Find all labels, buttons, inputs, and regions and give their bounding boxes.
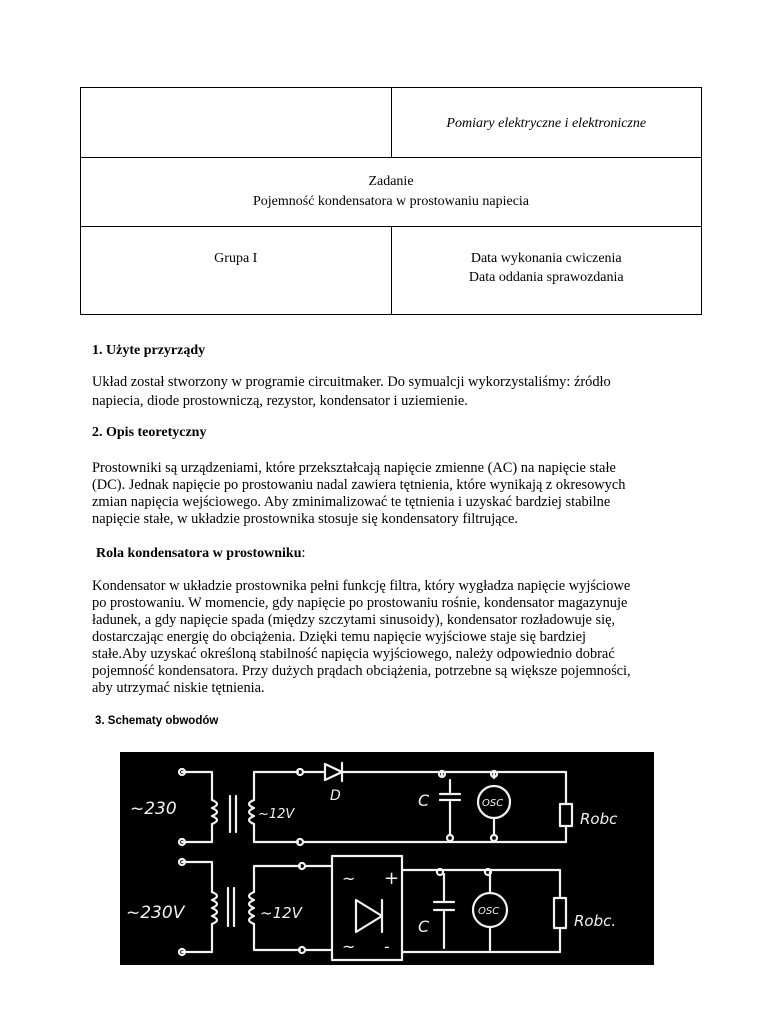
circuit-diagram-image <box>120 752 654 965</box>
text-line: napiecia, diode prostowniczą, rezystor, kondensator i uziemienie. <box>92 393 468 409</box>
role-heading: Rola kondensatora w prostowniku <box>96 546 302 561</box>
bottom-secondary-label: ~12V <box>260 904 302 922</box>
top-osc-label: OSC <box>482 798 504 809</box>
dates-cell <box>391 227 702 315</box>
header-empty-cell <box>81 88 392 158</box>
task-cell <box>81 158 702 227</box>
text-line: aby utrzymać niskie tętnienia. <box>92 680 265 696</box>
bridge-plus-label: + <box>384 868 400 889</box>
task-title: Pojemność kondensatora w prostowaniu napiecia <box>252 194 530 209</box>
bottom-load-label: Robc. <box>574 912 617 930</box>
course-title: Pomiary elektryczne i elektroniczne <box>391 88 702 158</box>
date-submitted-label: Data oddania sprawozdania <box>468 270 624 285</box>
top-circuit <box>179 763 572 845</box>
text-line: dostarczając energię do obciążenia. Dzięki temu napięcie wyjściowe staje się bardziej <box>92 629 586 645</box>
text-line: zmian napięcia wejściowego. Aby zminimalizować te tętnienia i uzyskać bardziej stabilne <box>92 494 611 510</box>
bottom-source-label: ~230V <box>126 903 185 923</box>
top-load-label: Robc <box>580 810 618 828</box>
section-2-heading: 2. Opis teoretyczny <box>92 425 207 440</box>
top-diode-label: D <box>330 788 341 804</box>
text-line: Układ został stworzony w programie circuitmaker. Do symualcji wykorzystaliśmy: źródło <box>92 374 611 390</box>
task-label: Zadanie <box>368 174 414 189</box>
circuit-svg <box>120 752 654 965</box>
text-line: Prostowniki są urządzeniami, które przekształcają napięcie zmienne (AC) na napięcie stałe <box>92 460 616 476</box>
date-done-label: Data wykonania cwiczenia <box>470 251 622 266</box>
text-line: pojemność kondensatora. Przy dużych prądach obciążenia, potrzebne są większe pojemności, <box>92 663 631 679</box>
bridge-minus-label: - <box>384 937 390 956</box>
text-line: stałe.Aby uzyskać określoną stabilność napięcia wyjściowego, należy odpowiednio dobrać <box>92 646 615 662</box>
text-line: po prostowaniu. W momencie, gdy napięcie po prostowaniu rośnie, kondensator magazynuje <box>92 595 628 611</box>
header-table <box>80 87 702 315</box>
text-line: ładunek, a gdy napięcie spada (między szczytami sinusoidy), kondensator rozładowuje się, <box>92 612 616 628</box>
role-heading-line <box>96 545 696 562</box>
text-line: napięcie stałe, w układzie prostownika stosuje się kondensatory filtrujące. <box>92 511 518 527</box>
group-label: Grupa I <box>214 251 258 266</box>
role-heading-colon: : <box>301 545 306 561</box>
text-line: (DC). Jednak napięcie po prostowaniu nadal zawiera tętnienia, które wynikają z okresowych <box>92 477 626 493</box>
role-paragraph <box>92 578 692 697</box>
bridge-ac2-label: ~ <box>342 937 356 956</box>
section-2-paragraph <box>92 460 692 528</box>
section-1-heading: 1. Użyte przyrządy <box>92 343 206 358</box>
bottom-capacitor-label: C <box>418 917 430 936</box>
top-secondary-label: ~12V <box>258 807 295 822</box>
bottom-circuit <box>179 856 566 960</box>
bridge-ac1-label: ~ <box>342 869 356 888</box>
section-1-paragraph <box>92 373 692 411</box>
bottom-osc-label: OSC <box>478 906 500 917</box>
top-source-label: ~230 <box>130 799 177 819</box>
group-cell <box>81 227 392 315</box>
text-line: Kondensator w układzie prostownika pełni funkcję filtra, który wygładza napięcie wyjściowe <box>92 578 631 594</box>
top-capacitor-label: C <box>418 791 430 810</box>
section-3-heading: 3. Schematy obwodów <box>95 715 219 727</box>
